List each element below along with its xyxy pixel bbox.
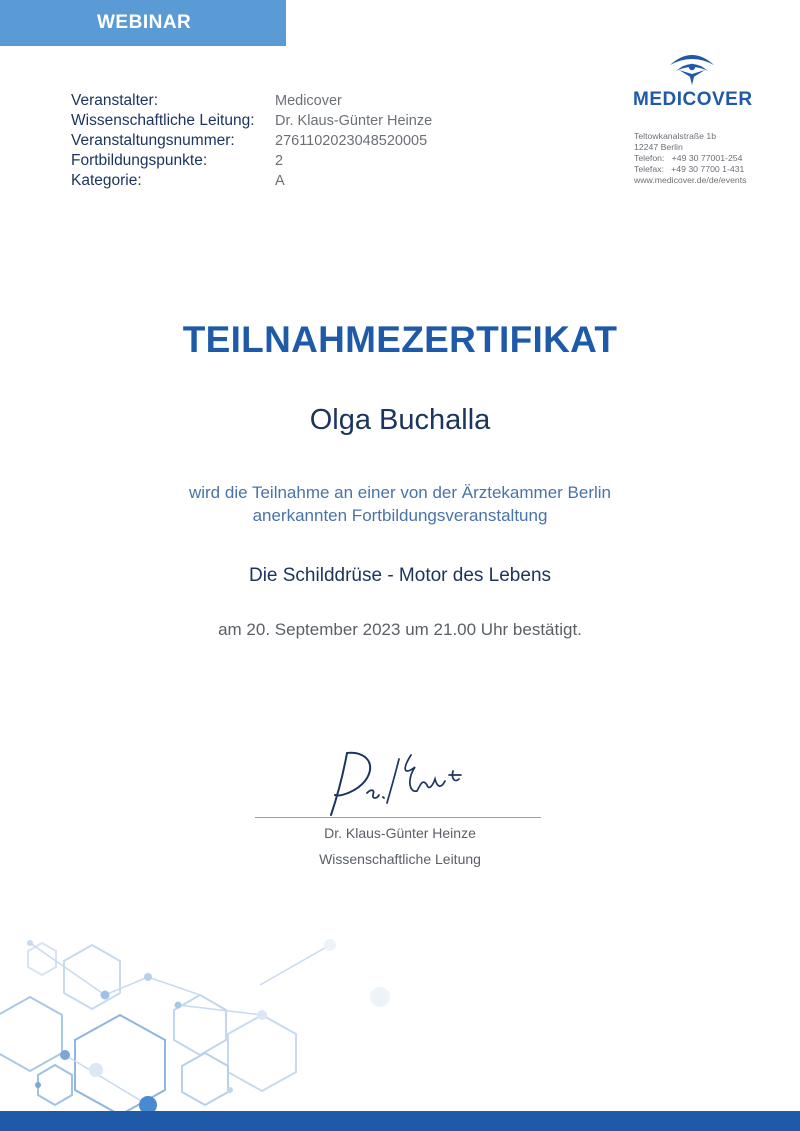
- meta-value: Dr. Klaus-Günter Heinze: [275, 113, 433, 129]
- hexagon-molecule-decoration: [0, 905, 800, 1111]
- medicover-logo: [633, 47, 753, 111]
- logo-wordmark: MEDICOVER: [633, 89, 753, 110]
- meta-value: Medicover: [275, 93, 342, 109]
- address-city: 12247 Berlin: [634, 142, 683, 152]
- event-date: am 20. September 2023 um 21.00 Uhr bestätigt.: [218, 620, 582, 639]
- webinar-badge-label: WEBINAR: [97, 12, 192, 33]
- signer-block: [0, 820, 800, 872]
- footer-color-bar: [0, 1111, 800, 1131]
- meta-value: 2761102023048520005: [275, 133, 428, 149]
- meta-value: 2: [275, 153, 284, 169]
- meta-label: Fortbildungspunkte:: [71, 152, 208, 169]
- meta-row-cme-points: [71, 151, 432, 171]
- medicover-logo-icon: [666, 47, 718, 87]
- signature-graphic: [325, 745, 465, 825]
- participant-name: Olga Buchalla: [309, 404, 491, 436]
- signer-role: Wissenschaftliche Leitung: [319, 851, 481, 867]
- meta-label: Veranstaltungsnummer:: [71, 132, 235, 149]
- course-title: Die Schilddrüse - Motor des Lebens: [248, 565, 552, 586]
- meta-row-event-number: [71, 131, 432, 151]
- signer-name: Dr. Klaus-Günter Heinze: [324, 825, 476, 841]
- meta-row-scientific-lead: [71, 111, 432, 131]
- meta-row-organizer: [71, 91, 432, 111]
- certificate-title: TEILNAHMEZERTIFIKAT: [182, 319, 618, 360]
- webinar-badge: [0, 0, 286, 46]
- address-web: www.medicover.de/de/events: [634, 175, 747, 185]
- meta-label: Veranstalter:: [71, 92, 159, 109]
- address-street: Teltowkanalstraße 1b: [634, 131, 717, 141]
- statement-line: anerkannten Fortbildungsveranstaltung: [252, 506, 548, 525]
- certificate-statement: [0, 481, 800, 527]
- statement-line: wird die Teilnahme an einer von der Ärztekammer Berlin: [188, 483, 612, 502]
- address-fax: Telefax: +49 30 7700 1-431: [634, 164, 745, 174]
- organizer-address: [634, 131, 747, 186]
- address-phone: Telefon: +49 30 77001-254: [634, 153, 743, 163]
- meta-label: Kategorie:: [71, 172, 142, 189]
- signature-line: [255, 817, 541, 818]
- event-metadata: [71, 91, 432, 191]
- meta-value: A: [275, 173, 285, 189]
- meta-row-category: [71, 171, 432, 191]
- meta-label: Wissenschaftliche Leitung:: [71, 112, 255, 129]
